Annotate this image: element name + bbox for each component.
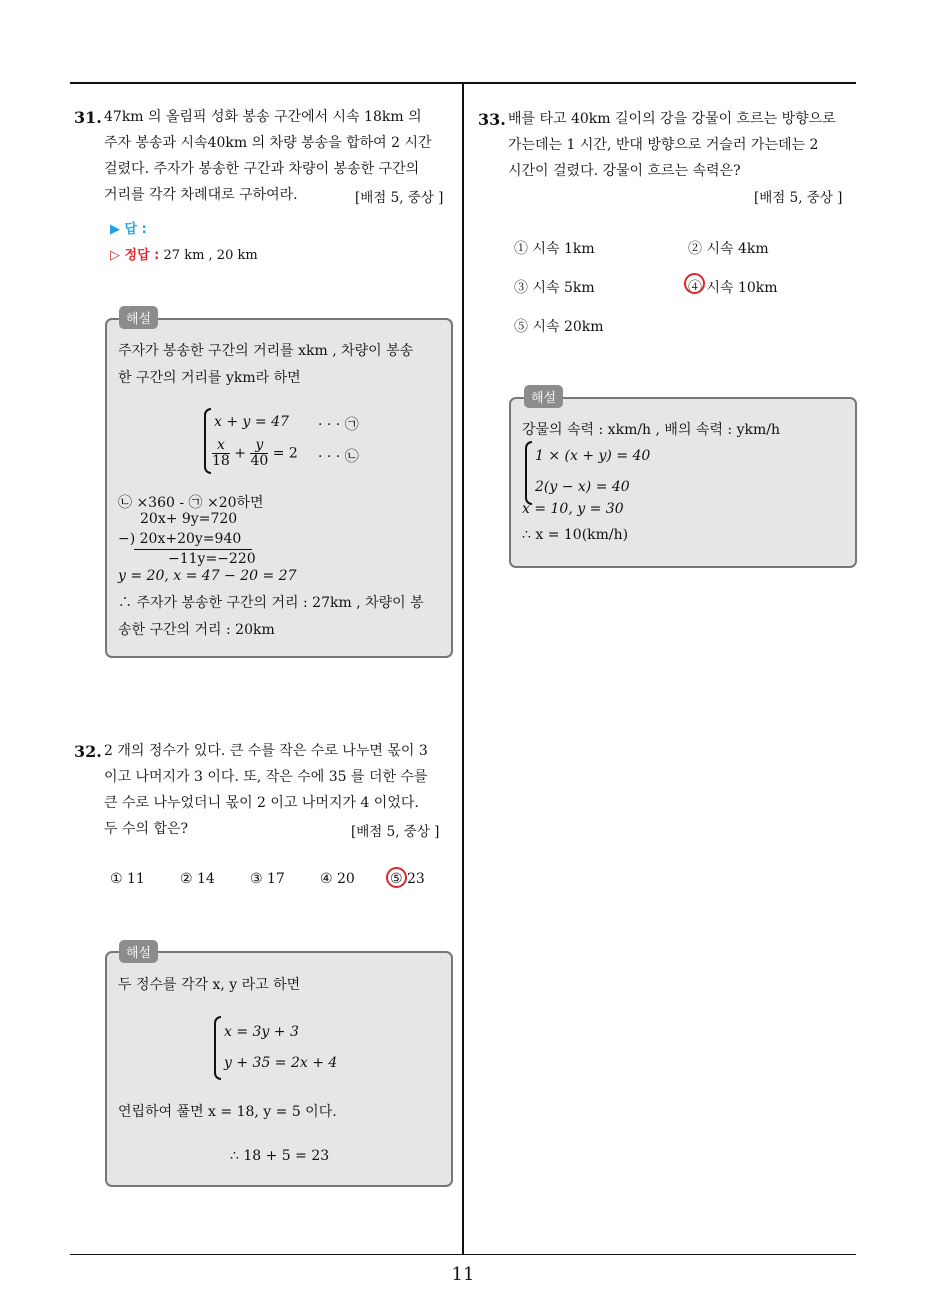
q31-concl1: ∴ 주자가 봉송한 구간의 거리 : 27km , 차량이 봉 — [118, 595, 424, 611]
q32-eq1: x = 3y + 3 — [224, 1024, 299, 1040]
q32-line: 두 수의 합은? — [104, 821, 189, 837]
q31-frac2: $\frac{y}{40}$ — [250, 437, 269, 469]
q31-step1: ㉡ ×360 - ㉠ ×20하면 — [118, 495, 264, 511]
q33-line: 배를 타고 40km 길이의 강을 강물이 흐르는 방향으로 — [508, 111, 836, 127]
q33-choice-1[interactable]: ① 시속 1km — [514, 241, 595, 257]
q32-choice-1[interactable]: ① 11 — [110, 871, 145, 887]
q32-eq2: y + 35 = 2x + 4 — [224, 1055, 338, 1071]
q31-number: 31. — [74, 108, 102, 127]
q32-line: 2 개의 정수가 있다. 큰 수를 작은 수로 나누면 몫이 3 — [104, 743, 428, 759]
q32-choice-5[interactable]: ⑤ 23 — [390, 871, 425, 887]
q32-system-brace — [214, 1016, 221, 1080]
q31-line: 47km 의 올림픽 성화 봉송 구간에서 시속 18km 의 — [104, 109, 422, 125]
q33-choice-3[interactable]: ③ 시속 5km — [514, 280, 595, 296]
q31-sol-intro2: 한 구간의 거리를 ykm라 하면 — [118, 370, 301, 386]
q31-eq1: x + y = 47 — [214, 414, 289, 430]
q32-number: 32. — [74, 742, 102, 761]
page-number: 11 — [451, 1264, 475, 1285]
q31-concl2: 송한 구간의 거리 : 20km — [118, 622, 275, 638]
q31-line: 주자 봉송과 시속40km 의 차량 봉송을 합하여 2 시간 — [104, 135, 432, 151]
q32-concl: ∴ 18 + 5 = 23 — [230, 1148, 330, 1164]
q31-correct-label: ▷ 정답 : — [110, 248, 160, 263]
q32-sol-intro: 두 정수를 각각 x, y 라고 하면 — [118, 977, 301, 993]
q33-solution-tag: 해설 — [524, 385, 563, 408]
q31-eq1-tag: · · · ㉠ — [318, 417, 359, 433]
q33-eq1: 1 × (x + y) = 40 — [535, 448, 651, 464]
q33-text — [508, 106, 836, 184]
q31-frac1: $\frac{x}{18}$ — [212, 437, 230, 469]
q32-line: 큰 수로 나누었더니 몫이 2 이고 나머지가 4 이었다. — [104, 795, 419, 811]
q31-sol-intro1: 주자가 봉송한 구간의 거리를 xkm , 차량이 봉송 — [118, 343, 414, 359]
q31-line: 거리를 각각 차례대로 구하여라. — [104, 187, 298, 203]
q33-choice-5[interactable]: ⑤ 시속 20km — [514, 319, 604, 335]
q33-result: x = 10, y = 30 — [522, 501, 624, 517]
q31-answer-label: ▶ 답 : — [110, 222, 147, 237]
q33-concl: ∴ x = 10(km/h) — [522, 527, 629, 543]
q33-system-brace — [525, 441, 532, 505]
q31-system-brace — [204, 408, 211, 474]
q31-step4: −11y=−220 — [168, 551, 256, 567]
q33-line: 가는데는 1 시간, 반대 방향으로 거슬러 가는데는 2 — [508, 137, 819, 153]
q31-subtract-rule — [134, 549, 252, 550]
q33-number: 33. — [478, 110, 506, 129]
q31-step3: −) 20x+20y=940 — [118, 531, 242, 547]
column-divider — [462, 82, 464, 1255]
q33-line: 시간이 걸렸다. 강물이 흐르는 속력은? — [508, 163, 741, 179]
q33-selected-marker — [684, 273, 705, 294]
q31-step5: y = 20, x = 47 − 20 = 27 — [118, 568, 297, 584]
q31-solution-tag: 해설 — [119, 306, 158, 329]
q31-step2: 20x+ 9y=720 — [140, 511, 238, 527]
q33-eq2: 2(y − x) = 40 — [535, 479, 630, 495]
q31-correct-answer — [110, 244, 258, 263]
q32-choice-3[interactable]: ③ 17 — [250, 871, 285, 887]
q31-eq2: $\frac{x}{18}$ + $\frac{y}{40}$ = 2 — [212, 437, 298, 469]
q32-selected-marker — [386, 867, 407, 888]
q32-solution-tag: 해설 — [119, 940, 158, 963]
bottom-rule — [70, 1254, 856, 1255]
q32-meta: [배점 5, 중상 ] — [351, 824, 440, 840]
q33-choice-4[interactable]: ④ 시속 10km — [688, 280, 778, 296]
q32-result: 연립하여 풀면 x = 18, y = 5 이다. — [118, 1104, 337, 1120]
q31-meta: [배점 5, 중상 ] — [355, 190, 444, 206]
q31-line: 걸렸다. 주자가 봉송한 구간과 차량이 봉송한 구간의 — [104, 161, 420, 177]
q33-sol-intro: 강물의 속력 : xkm/h , 배의 속력 : ykm/h — [522, 422, 780, 438]
q32-line: 이고 나머지가 3 이다. 또, 작은 수에 35 를 더한 수를 — [104, 769, 428, 785]
q32-choice-2[interactable]: ② 14 — [180, 871, 215, 887]
q32-choice-4[interactable]: ④ 20 — [320, 871, 355, 887]
q31-correct-value: 27 km , 20 km — [163, 248, 258, 263]
q33-choice-2[interactable]: ② 시속 4km — [688, 241, 769, 257]
q31-eq2-tag: · · · ㉡ — [318, 449, 359, 465]
q33-meta: [배점 5, 중상 ] — [754, 190, 843, 206]
